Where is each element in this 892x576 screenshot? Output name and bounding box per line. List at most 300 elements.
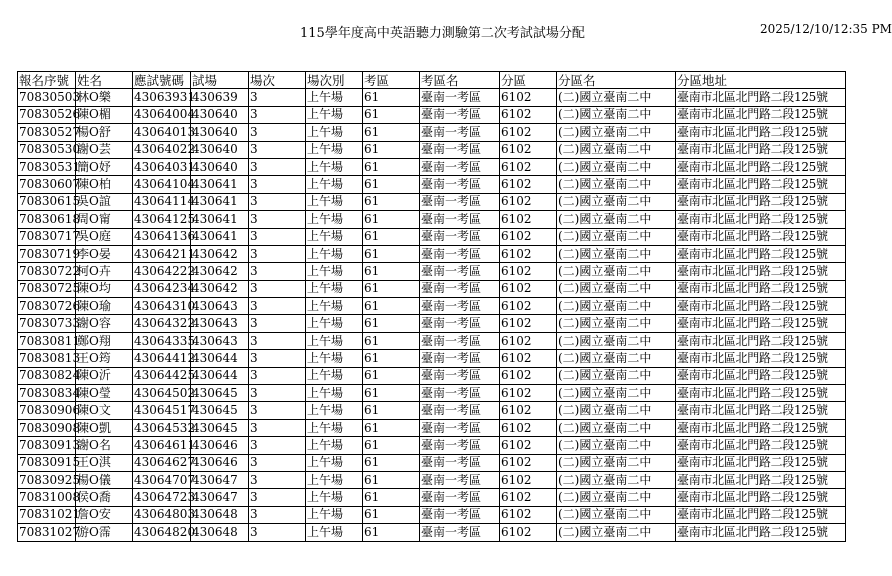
cell-session-type: 上午場 — [306, 106, 363, 123]
cell-session-type: 上午場 — [306, 350, 363, 367]
cell-session-no: 3 — [249, 124, 306, 141]
cell-exam-room: 430640 — [191, 124, 249, 141]
cell-exam-room: 430645 — [191, 419, 249, 436]
table-row — [18, 158, 846, 175]
cell-name: 侯O喬 — [76, 489, 133, 506]
cell-exam-district-name: 臺南一考區 — [420, 454, 500, 471]
cell-exam-district: 61 — [363, 506, 420, 523]
cell-name: 謝O芸 — [76, 141, 133, 158]
cell-exam-district-name: 臺南一考區 — [420, 471, 500, 488]
cell-name: 吳O誼 — [76, 193, 133, 210]
cell-session-no: 3 — [249, 454, 306, 471]
cell-session-type: 上午場 — [306, 228, 363, 245]
cell-registration-no: 70830925 — [18, 471, 76, 488]
cell-registration-no: 70830824 — [18, 367, 76, 384]
cell-subdistrict: 6102 — [500, 332, 557, 349]
cell-session-type: 上午場 — [306, 367, 363, 384]
cell-registration-no: 70830618 — [18, 211, 76, 228]
cell-exam-room: 430647 — [191, 489, 249, 506]
cell-exam-no: 43064627 — [133, 454, 191, 471]
cell-registration-no: 70830813 — [18, 350, 76, 367]
cell-exam-room: 430644 — [191, 367, 249, 384]
cell-name: 吳O庭 — [76, 228, 133, 245]
cell-exam-room: 430642 — [191, 280, 249, 297]
cell-subdistrict-name: (二)國立臺南二中 — [557, 263, 676, 280]
cell-name: 游O霈 — [76, 524, 133, 541]
cell-subdistrict-address: 臺南市北區北門路二段125號 — [676, 350, 846, 367]
column-header-session-no: 場次 — [249, 72, 306, 89]
cell-exam-district: 61 — [363, 228, 420, 245]
cell-session-type: 上午場 — [306, 158, 363, 175]
cell-session-no: 3 — [249, 350, 306, 367]
cell-exam-no: 43064013 — [133, 124, 191, 141]
cell-exam-room: 430641 — [191, 228, 249, 245]
cell-exam-no: 43064031 — [133, 158, 191, 175]
cell-exam-district-name: 臺南一考區 — [420, 402, 500, 419]
table-row — [18, 106, 846, 123]
column-header-exam-room: 試場 — [191, 72, 249, 89]
cell-exam-no: 43064322 — [133, 315, 191, 332]
cell-exam-district: 61 — [363, 106, 420, 123]
cell-exam-no: 43064125 — [133, 211, 191, 228]
cell-exam-district-name: 臺南一考區 — [420, 124, 500, 141]
cell-exam-no: 43064136 — [133, 228, 191, 245]
cell-subdistrict: 6102 — [500, 193, 557, 210]
cell-exam-no: 43064335 — [133, 332, 191, 349]
cell-subdistrict-name: (二)國立臺南二中 — [557, 176, 676, 193]
table-row — [18, 454, 846, 471]
cell-exam-district: 61 — [363, 211, 420, 228]
cell-exam-no: 43064820 — [133, 524, 191, 541]
cell-subdistrict-name: (二)國立臺南二中 — [557, 367, 676, 384]
cell-subdistrict-name: (二)國立臺南二中 — [557, 350, 676, 367]
cell-registration-no: 70830726 — [18, 298, 76, 315]
cell-name: 柯O卉 — [76, 263, 133, 280]
cell-subdistrict: 6102 — [500, 385, 557, 402]
cell-session-no: 3 — [249, 524, 306, 541]
cell-subdistrict: 6102 — [500, 437, 557, 454]
table-row — [18, 280, 846, 297]
cell-exam-no: 43064222 — [133, 263, 191, 280]
cell-exam-no: 43064517 — [133, 402, 191, 419]
cell-subdistrict: 6102 — [500, 211, 557, 228]
cell-session-no: 3 — [249, 367, 306, 384]
cell-subdistrict: 6102 — [500, 158, 557, 175]
cell-subdistrict-address: 臺南市北區北門路二段125號 — [676, 158, 846, 175]
cell-registration-no: 70830719 — [18, 245, 76, 262]
cell-session-type: 上午場 — [306, 280, 363, 297]
cell-exam-room: 430642 — [191, 245, 249, 262]
cell-exam-no: 43064412 — [133, 350, 191, 367]
cell-session-type: 上午場 — [306, 89, 363, 106]
cell-exam-no: 43064114 — [133, 193, 191, 210]
cell-exam-district: 61 — [363, 124, 420, 141]
column-header-session-type: 場次別 — [306, 72, 363, 89]
cell-exam-district-name: 臺南一考區 — [420, 350, 500, 367]
cell-subdistrict: 6102 — [500, 419, 557, 436]
cell-session-no: 3 — [249, 315, 306, 332]
cell-session-no: 3 — [249, 280, 306, 297]
cell-subdistrict-name: (二)國立臺南二中 — [557, 524, 676, 541]
cell-registration-no: 70831008 — [18, 489, 76, 506]
cell-exam-room: 430640 — [191, 141, 249, 158]
cell-exam-no: 43064611 — [133, 437, 191, 454]
cell-exam-no: 43064104 — [133, 176, 191, 193]
cell-name: 林O樂 — [76, 89, 133, 106]
cell-session-no: 3 — [249, 437, 306, 454]
cell-subdistrict-address: 臺南市北區北門路二段125號 — [676, 367, 846, 384]
cell-registration-no: 70830530 — [18, 141, 76, 158]
cell-subdistrict-address: 臺南市北區北門路二段125號 — [676, 263, 846, 280]
cell-subdistrict-address: 臺南市北區北門路二段125號 — [676, 176, 846, 193]
cell-subdistrict-address: 臺南市北區北門路二段125號 — [676, 141, 846, 158]
cell-subdistrict-name: (二)國立臺南二中 — [557, 158, 676, 175]
cell-exam-room: 430643 — [191, 332, 249, 349]
table-row — [18, 176, 846, 193]
cell-session-type: 上午場 — [306, 211, 363, 228]
cell-exam-no: 43064502 — [133, 385, 191, 402]
cell-exam-room: 430643 — [191, 315, 249, 332]
column-header-exam-district: 考區 — [363, 72, 420, 89]
table-header-row — [18, 72, 846, 89]
table-row — [18, 141, 846, 158]
document-header — [0, 22, 892, 42]
cell-exam-district: 61 — [363, 176, 420, 193]
cell-exam-room: 430647 — [191, 471, 249, 488]
cell-subdistrict-name: (二)國立臺南二中 — [557, 280, 676, 297]
cell-exam-room: 430645 — [191, 385, 249, 402]
cell-subdistrict: 6102 — [500, 280, 557, 297]
cell-session-type: 上午場 — [306, 124, 363, 141]
cell-exam-district: 61 — [363, 350, 420, 367]
table-row — [18, 437, 846, 454]
cell-subdistrict-address: 臺南市北區北門路二段125號 — [676, 489, 846, 506]
cell-session-type: 上午場 — [306, 385, 363, 402]
cell-subdistrict: 6102 — [500, 402, 557, 419]
cell-registration-no: 70830811 — [18, 332, 76, 349]
cell-exam-district: 61 — [363, 402, 420, 419]
cell-exam-room: 430640 — [191, 158, 249, 175]
table-row — [18, 89, 846, 106]
column-header-exam-district-name: 考區名 — [420, 72, 500, 89]
cell-subdistrict: 6102 — [500, 228, 557, 245]
cell-session-type: 上午場 — [306, 419, 363, 436]
cell-subdistrict-address: 臺南市北區北門路二段125號 — [676, 211, 846, 228]
cell-exam-district: 61 — [363, 158, 420, 175]
table-row — [18, 471, 846, 488]
cell-subdistrict-address: 臺南市北區北門路二段125號 — [676, 437, 846, 454]
cell-subdistrict-name: (二)國立臺南二中 — [557, 471, 676, 488]
cell-subdistrict-address: 臺南市北區北門路二段125號 — [676, 280, 846, 297]
cell-exam-district-name: 臺南一考區 — [420, 524, 500, 541]
cell-subdistrict-address: 臺南市北區北門路二段125號 — [676, 193, 846, 210]
table-row — [18, 419, 846, 436]
table-row — [18, 385, 846, 402]
cell-subdistrict: 6102 — [500, 298, 557, 315]
cell-subdistrict: 6102 — [500, 315, 557, 332]
cell-name: 陳O楣 — [76, 106, 133, 123]
cell-exam-district: 61 — [363, 141, 420, 158]
cell-subdistrict-name: (二)國立臺南二中 — [557, 298, 676, 315]
cell-registration-no: 70830615 — [18, 193, 76, 210]
cell-subdistrict-name: (二)國立臺南二中 — [557, 489, 676, 506]
table-row — [18, 315, 846, 332]
cell-exam-room: 430640 — [191, 106, 249, 123]
cell-exam-district-name: 臺南一考區 — [420, 158, 500, 175]
cell-exam-no: 43064310 — [133, 298, 191, 315]
cell-exam-district: 61 — [363, 419, 420, 436]
cell-exam-district-name: 臺南一考區 — [420, 193, 500, 210]
cell-exam-no: 43064022 — [133, 141, 191, 158]
table-row — [18, 228, 846, 245]
cell-exam-district: 61 — [363, 471, 420, 488]
cell-session-no: 3 — [249, 263, 306, 280]
cell-subdistrict-name: (二)國立臺南二中 — [557, 193, 676, 210]
cell-exam-district: 61 — [363, 332, 420, 349]
cell-registration-no: 70831027 — [18, 524, 76, 541]
cell-exam-no: 43063931 — [133, 89, 191, 106]
cell-exam-district-name: 臺南一考區 — [420, 263, 500, 280]
cell-session-type: 上午場 — [306, 506, 363, 523]
cell-session-type: 上午場 — [306, 193, 363, 210]
cell-subdistrict-address: 臺南市北區北門路二段125號 — [676, 419, 846, 436]
cell-exam-district-name: 臺南一考區 — [420, 211, 500, 228]
cell-name: 謝O容 — [76, 315, 133, 332]
cell-name: 陳O均 — [76, 280, 133, 297]
cell-exam-district-name: 臺南一考區 — [420, 506, 500, 523]
cell-subdistrict-address: 臺南市北區北門路二段125號 — [676, 228, 846, 245]
cell-subdistrict: 6102 — [500, 245, 557, 262]
cell-exam-no: 43064004 — [133, 106, 191, 123]
cell-subdistrict-address: 臺南市北區北門路二段125號 — [676, 506, 846, 523]
cell-exam-district-name: 臺南一考區 — [420, 385, 500, 402]
cell-subdistrict-name: (二)國立臺南二中 — [557, 141, 676, 158]
cell-subdistrict: 6102 — [500, 524, 557, 541]
cell-session-no: 3 — [249, 158, 306, 175]
table-row — [18, 298, 846, 315]
cell-subdistrict-address: 臺南市北區北門路二段125號 — [676, 471, 846, 488]
table-row — [18, 524, 846, 541]
cell-subdistrict: 6102 — [500, 350, 557, 367]
seat-assignment-table — [17, 71, 846, 542]
cell-session-no: 3 — [249, 471, 306, 488]
cell-exam-district: 61 — [363, 454, 420, 471]
cell-session-type: 上午場 — [306, 298, 363, 315]
cell-session-type: 上午場 — [306, 315, 363, 332]
table-body — [18, 89, 846, 541]
cell-subdistrict-name: (二)國立臺南二中 — [557, 211, 676, 228]
cell-name: 鄭O翔 — [76, 332, 133, 349]
cell-subdistrict-name: (二)國立臺南二中 — [557, 228, 676, 245]
cell-exam-room: 430641 — [191, 211, 249, 228]
cell-exam-room: 430639 — [191, 89, 249, 106]
cell-registration-no: 70830915 — [18, 454, 76, 471]
cell-subdistrict: 6102 — [500, 367, 557, 384]
cell-exam-no: 43064723 — [133, 489, 191, 506]
cell-exam-district-name: 臺南一考區 — [420, 332, 500, 349]
cell-session-type: 上午場 — [306, 141, 363, 158]
cell-name: 陳O柏 — [76, 176, 133, 193]
cell-subdistrict-address: 臺南市北區北門路二段125號 — [676, 524, 846, 541]
cell-session-no: 3 — [249, 176, 306, 193]
cell-registration-no: 70830733 — [18, 315, 76, 332]
cell-exam-no: 43064532 — [133, 419, 191, 436]
cell-session-type: 上午場 — [306, 489, 363, 506]
cell-subdistrict: 6102 — [500, 141, 557, 158]
cell-subdistrict: 6102 — [500, 124, 557, 141]
table-row — [18, 506, 846, 523]
cell-exam-room: 430643 — [191, 298, 249, 315]
cell-subdistrict-address: 臺南市北區北門路二段125號 — [676, 402, 846, 419]
cell-subdistrict-name: (二)國立臺南二中 — [557, 106, 676, 123]
table-row — [18, 211, 846, 228]
cell-exam-district: 61 — [363, 298, 420, 315]
cell-registration-no: 70830722 — [18, 263, 76, 280]
cell-exam-district: 61 — [363, 280, 420, 297]
cell-session-type: 上午場 — [306, 263, 363, 280]
cell-subdistrict-address: 臺南市北區北門路二段125號 — [676, 315, 846, 332]
cell-session-no: 3 — [249, 419, 306, 436]
cell-exam-district-name: 臺南一考區 — [420, 245, 500, 262]
cell-name: 楊O儀 — [76, 471, 133, 488]
cell-name: 楊O舒 — [76, 124, 133, 141]
cell-exam-room: 430644 — [191, 350, 249, 367]
cell-name: 李O晏 — [76, 245, 133, 262]
cell-subdistrict-address: 臺南市北區北門路二段125號 — [676, 245, 846, 262]
cell-exam-district: 61 — [363, 263, 420, 280]
table-row — [18, 245, 846, 262]
cell-exam-district-name: 臺南一考區 — [420, 367, 500, 384]
cell-subdistrict: 6102 — [500, 489, 557, 506]
cell-exam-district-name: 臺南一考區 — [420, 141, 500, 158]
cell-session-no: 3 — [249, 245, 306, 262]
table-row — [18, 332, 846, 349]
cell-subdistrict: 6102 — [500, 471, 557, 488]
cell-subdistrict: 6102 — [500, 106, 557, 123]
cell-exam-district-name: 臺南一考區 — [420, 106, 500, 123]
cell-session-type: 上午場 — [306, 245, 363, 262]
table-row — [18, 193, 846, 210]
cell-subdistrict-name: (二)國立臺南二中 — [557, 245, 676, 262]
cell-subdistrict-name: (二)國立臺南二中 — [557, 385, 676, 402]
cell-exam-district: 61 — [363, 489, 420, 506]
cell-registration-no: 70830526 — [18, 106, 76, 123]
table-row — [18, 367, 846, 384]
cell-exam-district: 61 — [363, 437, 420, 454]
cell-subdistrict-name: (二)國立臺南二中 — [557, 124, 676, 141]
table-row — [18, 263, 846, 280]
cell-registration-no: 70831021 — [18, 506, 76, 523]
cell-session-type: 上午場 — [306, 437, 363, 454]
cell-session-no: 3 — [249, 402, 306, 419]
cell-subdistrict-address: 臺南市北區北門路二段125號 — [676, 298, 846, 315]
cell-exam-room: 430646 — [191, 437, 249, 454]
cell-subdistrict-address: 臺南市北區北門路二段125號 — [676, 124, 846, 141]
cell-registration-no: 70830908 — [18, 419, 76, 436]
cell-subdistrict-name: (二)國立臺南二中 — [557, 419, 676, 436]
cell-session-no: 3 — [249, 298, 306, 315]
cell-name: 陳O沂 — [76, 367, 133, 384]
cell-session-no: 3 — [249, 506, 306, 523]
cell-session-no: 3 — [249, 193, 306, 210]
column-header-exam-no: 應試號碼 — [133, 72, 191, 89]
cell-session-type: 上午場 — [306, 524, 363, 541]
cell-exam-district-name: 臺南一考區 — [420, 298, 500, 315]
cell-subdistrict-name: (二)國立臺南二中 — [557, 402, 676, 419]
cell-name: 王O筠 — [76, 350, 133, 367]
cell-name: 陳O瑩 — [76, 385, 133, 402]
cell-subdistrict: 6102 — [500, 176, 557, 193]
cell-subdistrict: 6102 — [500, 89, 557, 106]
cell-session-no: 3 — [249, 228, 306, 245]
cell-exam-room: 430641 — [191, 176, 249, 193]
cell-subdistrict-address: 臺南市北區北門路二段125號 — [676, 385, 846, 402]
cell-name: 詹O安 — [76, 506, 133, 523]
cell-registration-no: 70830725 — [18, 280, 76, 297]
cell-subdistrict-address: 臺南市北區北門路二段125號 — [676, 332, 846, 349]
cell-registration-no: 70830503 — [18, 89, 76, 106]
table-row — [18, 350, 846, 367]
cell-session-type: 上午場 — [306, 454, 363, 471]
cell-session-no: 3 — [249, 141, 306, 158]
cell-session-type: 上午場 — [306, 332, 363, 349]
cell-subdistrict-name: (二)國立臺南二中 — [557, 89, 676, 106]
cell-subdistrict-address: 臺南市北區北門路二段125號 — [676, 454, 846, 471]
cell-exam-district-name: 臺南一考區 — [420, 437, 500, 454]
cell-exam-district-name: 臺南一考區 — [420, 489, 500, 506]
cell-subdistrict: 6102 — [500, 263, 557, 280]
cell-name: 陳O文 — [76, 402, 133, 419]
cell-session-no: 3 — [249, 211, 306, 228]
cell-registration-no: 70830531 — [18, 158, 76, 175]
cell-exam-district: 61 — [363, 385, 420, 402]
cell-subdistrict-name: (二)國立臺南二中 — [557, 437, 676, 454]
cell-registration-no: 70830834 — [18, 385, 76, 402]
cell-name: 謝O名 — [76, 437, 133, 454]
cell-exam-no: 43064803 — [133, 506, 191, 523]
cell-exam-district: 61 — [363, 367, 420, 384]
cell-subdistrict-name: (二)國立臺南二中 — [557, 332, 676, 349]
cell-exam-district: 61 — [363, 89, 420, 106]
cell-exam-no: 43064425 — [133, 367, 191, 384]
cell-session-no: 3 — [249, 106, 306, 123]
cell-exam-district-name: 臺南一考區 — [420, 89, 500, 106]
table-row — [18, 402, 846, 419]
cell-session-type: 上午場 — [306, 471, 363, 488]
cell-session-no: 3 — [249, 385, 306, 402]
cell-subdistrict-name: (二)國立臺南二中 — [557, 315, 676, 332]
cell-exam-room: 430648 — [191, 524, 249, 541]
cell-exam-district: 61 — [363, 193, 420, 210]
cell-exam-district-name: 臺南一考區 — [420, 315, 500, 332]
cell-subdistrict-address: 臺南市北區北門路二段125號 — [676, 89, 846, 106]
cell-registration-no: 70830913 — [18, 437, 76, 454]
cell-exam-room: 430642 — [191, 263, 249, 280]
cell-exam-room: 430645 — [191, 402, 249, 419]
document-title: 115學年度高中英語聽力測驗第二次考試試場分配 — [300, 26, 585, 41]
column-header-subdistrict-address: 分區地址 — [676, 72, 846, 89]
cell-name: 王O淇 — [76, 454, 133, 471]
cell-subdistrict: 6102 — [500, 506, 557, 523]
cell-exam-room: 430646 — [191, 454, 249, 471]
cell-registration-no: 70830607 — [18, 176, 76, 193]
cell-subdistrict-name: (二)國立臺南二中 — [557, 454, 676, 471]
cell-subdistrict-address: 臺南市北區北門路二段125號 — [676, 106, 846, 123]
cell-exam-district-name: 臺南一考區 — [420, 228, 500, 245]
cell-name: 簡O妤 — [76, 158, 133, 175]
cell-session-no: 3 — [249, 332, 306, 349]
print-timestamp: 2025/12/10/12:35 PM — [760, 22, 892, 36]
